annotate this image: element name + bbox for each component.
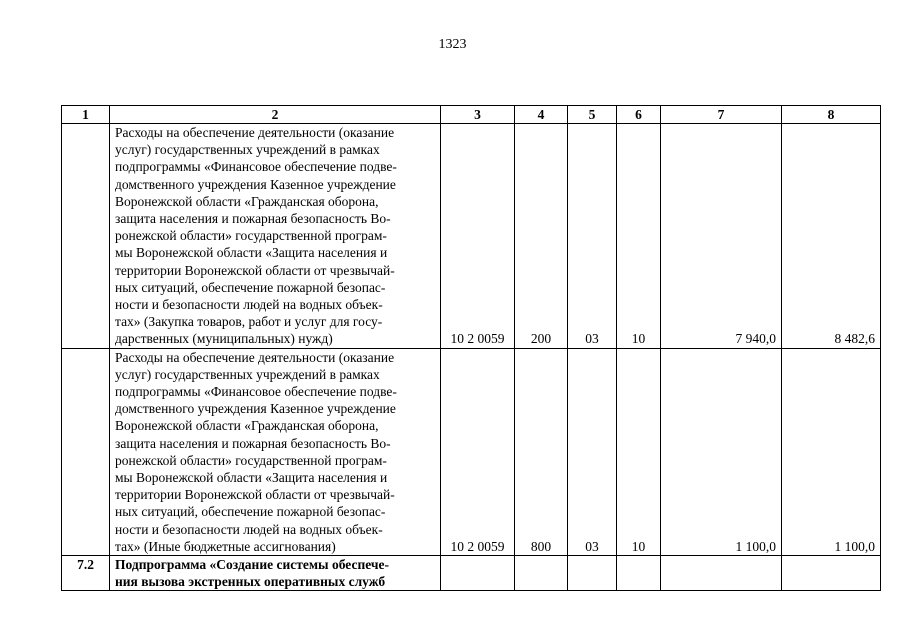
column-header: 6	[617, 106, 661, 124]
description-line: домственного учреждения Казенное учреждение	[115, 401, 396, 417]
description-line: ности и безопасности людей на водных объек-	[115, 297, 383, 313]
description-line: услуг) государственных учреждений в рамках	[115, 366, 380, 382]
description-line: Расходы на обеспечение деятельности (оказание	[115, 125, 395, 140]
column-header: 8	[782, 106, 881, 124]
row-number-cell	[62, 348, 110, 555]
description-line: защита населения и пожарная безопасность Во-	[115, 435, 391, 451]
description-line: мы Воронежской области «Защита населения и	[115, 245, 388, 261]
budget-table	[61, 105, 881, 591]
column-header: 3	[441, 106, 515, 124]
subsection-cell	[617, 556, 661, 591]
description-cell	[110, 556, 441, 591]
subsection-cell: 10	[617, 124, 661, 349]
section-cell	[568, 556, 617, 591]
description-line: защита населения и пожарная безопасность Во-	[115, 211, 391, 227]
column-header: 4	[515, 106, 568, 124]
description-cell	[110, 124, 441, 349]
description-line: подпрограммы «Финансовое обеспечение подве-	[115, 159, 397, 175]
description-line: территории Воронежской области от чрезвычай-	[115, 487, 395, 503]
description-line: Расходы на обеспечение деятельности (оказание	[115, 349, 395, 365]
row-number-cell: 7.2	[62, 556, 110, 591]
description-line: домственного учреждения Казенное учреждение	[115, 176, 396, 192]
table-body	[62, 124, 881, 591]
description-line: ния вызова экстренных оперативных служб	[115, 574, 386, 590]
amount-cell-year2: 8 482,6	[782, 124, 881, 349]
description-line: ности и безопасности людей на водных объек-	[115, 521, 383, 537]
row-number-cell	[62, 124, 110, 349]
description-line: тах» (Иные бюджетные ассигнования)	[115, 538, 336, 554]
description-line: услуг) государственных учреждений в рамках	[115, 142, 380, 158]
column-header: 7	[661, 106, 782, 124]
description-line: дарственных (муниципальных) нужд)	[115, 331, 333, 347]
expense-type-cell: 200	[515, 124, 568, 349]
description-line: ных ситуаций, обеспечение пожарной безопас-	[115, 279, 386, 295]
amount-cell-year2	[782, 556, 881, 591]
column-header: 5	[568, 106, 617, 124]
expense-type-cell: 800	[515, 348, 568, 555]
amount-cell-year2: 1 100,0	[782, 348, 881, 555]
description-line: подпрограммы «Финансовое обеспечение подве-	[115, 384, 397, 400]
description-line: территории Воронежской области от чрезвычай-	[115, 262, 395, 278]
amount-cell-year1	[661, 556, 782, 591]
subsection-cell: 10	[617, 348, 661, 555]
table-header-row	[62, 106, 881, 124]
description-line: ронежской области» государственной програм-	[115, 228, 387, 244]
expense-type-cell	[515, 556, 568, 591]
description-line: ных ситуаций, обеспечение пожарной безопас-	[115, 504, 386, 520]
section-cell: 03	[568, 124, 617, 349]
description-line: Подпрограмма «Создание системы обеспече-	[115, 557, 389, 573]
description-line: ронежской области» государственной програм-	[115, 452, 387, 468]
amount-cell-year1: 7 940,0	[661, 124, 782, 349]
description-line: тах» (Закупка товаров, работ и услуг для госу-	[115, 314, 383, 330]
target-code-cell: 10 2 0059	[441, 348, 515, 555]
description-line: Воронежской области «Гражданская оборона,	[115, 418, 379, 434]
description-line: Воронежской области «Гражданская оборона,	[115, 193, 379, 209]
column-header: 1	[62, 106, 110, 124]
description-line: мы Воронежской области «Защита населения и	[115, 470, 388, 486]
section-cell: 03	[568, 348, 617, 555]
target-code-cell	[441, 556, 515, 591]
table-row	[62, 556, 881, 591]
target-code-cell: 10 2 0059	[441, 124, 515, 349]
amount-cell-year1: 1 100,0	[661, 348, 782, 555]
column-header: 2	[110, 106, 441, 124]
table-row	[62, 124, 881, 349]
page-number: 1323	[438, 37, 467, 52]
table-row	[62, 348, 881, 555]
description-cell	[110, 348, 441, 555]
